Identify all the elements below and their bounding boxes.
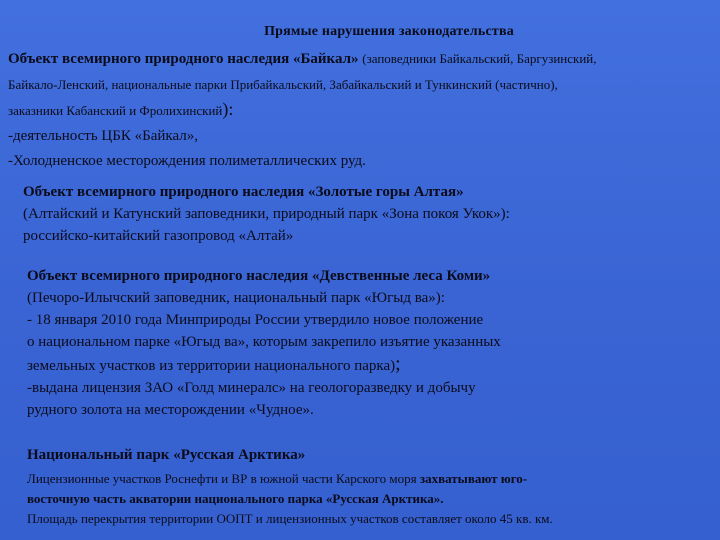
baikal-line-1 (8, 46, 720, 72)
arctic-heading: Национальный парк «Русская Арктика» (27, 447, 306, 463)
baikal-reserves-text: (заповедники Байкальский, Баргузинский, (362, 51, 597, 66)
baikal-heading: Объект всемирного природного наследия «Байкал» (8, 51, 359, 67)
komi-text-line-7: рудного золота на месторождении «Чудное». (27, 402, 314, 418)
komi-text-line-4: о национальном парке «Югыд ва», которым закрепило изъятие указанных (27, 334, 501, 350)
altai-pipeline-text: российско-китайский газопровод «Алтай» (23, 228, 294, 244)
altai-section (23, 181, 713, 247)
baikal-paren-close: ): (222, 99, 234, 119)
baikal-item-cbk: -деятельность ЦБК «Байкал», (8, 128, 199, 144)
baikal-section (8, 46, 720, 174)
arctic-text-line-2-b: захватывают юго- (419, 471, 528, 486)
baikal-line-3 (8, 97, 720, 124)
altai-reserves-text: (Алтайский и Катунский заповедники, природный парк «Зона покоя Укок»): (23, 206, 510, 222)
arctic-section (27, 444, 717, 529)
altai-heading: Объект всемирного природного наследия «Золотые горы Алтая» (23, 184, 464, 200)
baikal-parks-text: Байкало-Ленский, национальные парки Прибайкальский, Забайкальский и Тункинский (частично), (8, 77, 558, 92)
baikal-zakazniki-text: заказники Кабанский и Фролихинский (8, 103, 223, 118)
komi-text-line-3: - 18 января 2010 года Минприроды России утвердило новое положение (27, 312, 484, 328)
baikal-item-deposit: -Холодненское месторождения полиметаллических руд. (8, 153, 366, 169)
komi-text-line-5-main: земельных участков из территории национального парка) (27, 358, 396, 374)
arctic-text-line-3: восточную часть акватории национального парка «Русская Арктика». (27, 491, 444, 506)
slide-title: Прямые нарушения законодательства (264, 24, 514, 39)
komi-reserves-text: (Печоро-Илычский заповедник, национальный парк «Югыд ва»): (27, 290, 445, 306)
komi-section (27, 265, 717, 421)
komi-text-line-6: -выдана лицензия ЗАО «Голд минералс» на геологоразведку и добычу (27, 380, 476, 396)
komi-text-line-5 (27, 353, 717, 377)
komi-semicolon: ; (395, 353, 401, 375)
arctic-text-line-2 (27, 469, 717, 489)
komi-heading: Объект всемирного природного наследия «Девственные леса Коми» (27, 268, 491, 284)
arctic-text-line-2-a: Лицензионные участков Роснефти и ВР в южной части Карского моря (27, 471, 420, 486)
arctic-text-line-4: Площадь перекрытия территории ООПТ и лицензионных участков составляет около 45 кв. км. (27, 511, 553, 526)
